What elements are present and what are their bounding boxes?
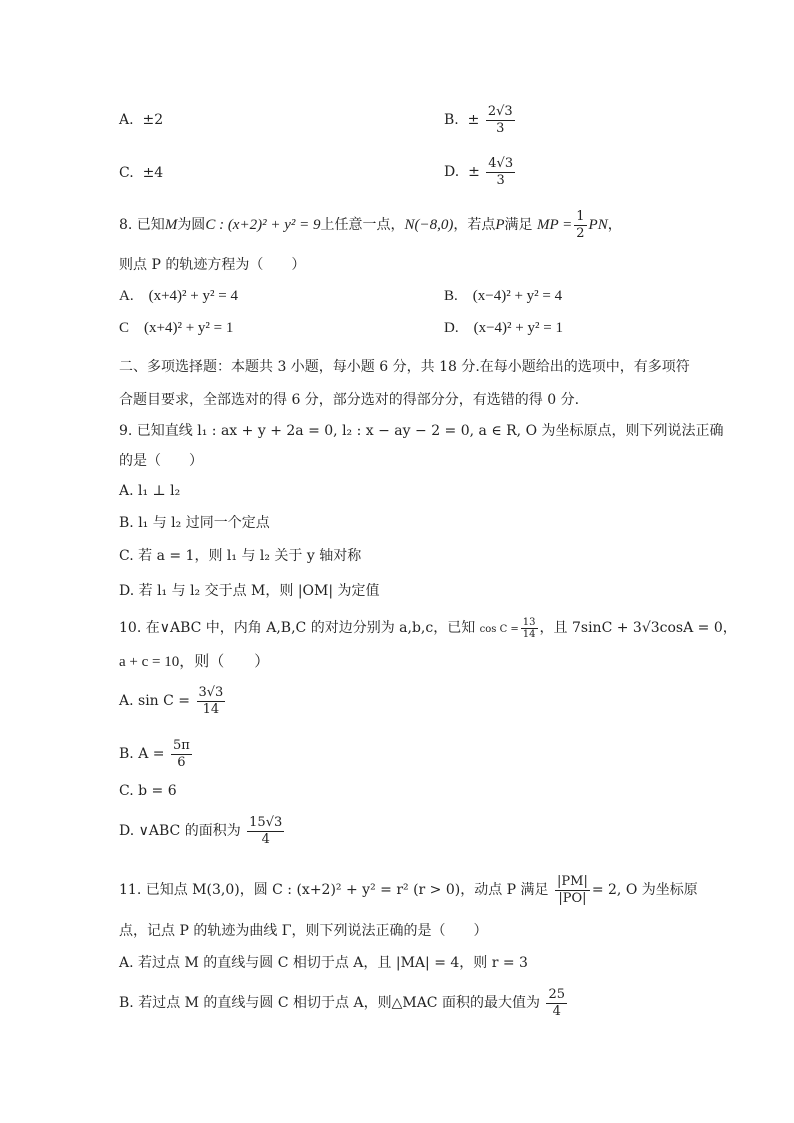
q11-option-b: B. 若过点 M 的直线与圆 C 相切于点 A，则△MAC 面积的最大值为 $\frac{25}{4}$	[119, 986, 565, 1019]
q8-option-a: A. (x+4)² + y² = 4	[119, 288, 238, 304]
q10-a-fraction: $\frac{3√3}{14}$	[198, 684, 224, 717]
q9-option-a: A. l₁ ⊥ l₂	[119, 483, 181, 499]
q10-option-d: D. ∨ABC 的面积为 $\frac{15√3}{4}$	[119, 814, 283, 847]
q7-option-d: D. ± $\frac{4√3}{3}$	[444, 155, 514, 188]
q10-d-fraction: $\frac{15√3}{4}$	[249, 814, 283, 847]
q11-b-fraction: $\frac{25}{4}$	[548, 986, 565, 1019]
section2-header-line1: 二、多项选择题：本题共 3 小题，每小题 6 分，共 18 分.在每小题给出的选项中，有多项符	[119, 359, 690, 375]
q11-stem-line2: 点，记点 P 的轨迹为曲线 Γ，则下列说法正确的是（ ）	[119, 923, 488, 939]
q10-option-a: A. sin C = $\frac{3√3}{14}$	[119, 684, 224, 717]
q8-option-b: B. (x−4)² + y² = 4	[444, 288, 563, 304]
q7-option-c: C. ±4	[119, 165, 164, 181]
q8-option-d: D. (x−4)² + y² = 1	[444, 320, 563, 336]
q11-stem-line1: 11. 已知点 M(3,0)，圆 C : (x+2)² + y² = r² (r > 0)，动点 P 满足 $\frac{|PM|}{|PO|}$ = 2, O 为坐标原	[119, 873, 698, 906]
q8-half-fraction: $\frac{1}{2}$	[576, 208, 585, 241]
q8-stem-line1: 8. 已知M为圆C : (x+2)² + y² = 9上任意一点，N(−8,0)，若点P满足 MP = $\frac{1}{2}$ PN，	[119, 208, 622, 241]
q11-option-a: A. 若过点 M 的直线与圆 C 相切于点 A，且 |MA| = 4，则 r = 3	[119, 955, 528, 971]
q10-b-fraction: $\frac{5\pi}{6}$	[172, 737, 190, 770]
q10-option-b: B. A = $\frac{5\pi}{6}$	[119, 737, 190, 770]
q10-stem-line2: a + c = 10，则（ ）	[119, 654, 270, 670]
q9-stem-line1: 9. 已知直线 l₁ : ax + y + 2a = 0, l₂ : x − ay − 2 = 0, a ∈ R, O 为坐标原点，则下列说法正确	[119, 423, 724, 439]
q9-option-b: B. l₁ 与 l₂ 过同一个定点	[119, 515, 270, 531]
q7-d-fraction: $\frac{4√3}{3}$	[488, 155, 514, 188]
q9-stem-line2: 的是（ ）	[119, 453, 203, 469]
q7-option-b: B. ± $\frac{2√3}{3}$	[444, 103, 513, 136]
q7-option-a: A. ±2	[119, 112, 164, 128]
q10-cos-fraction: $\frac{13}{14}$	[522, 616, 536, 640]
q8-stem-line2: 则点 P 的轨迹方程为（ ）	[119, 257, 306, 273]
section2-header-line2: 合题目要求，全部选对的得 6 分，部分选对的得部分分，有选错的得 0 分.	[119, 392, 580, 408]
q8-option-c: C (x+4)² + y² = 1	[119, 320, 234, 336]
q9-option-d: D. 若 l₁ 与 l₂ 交于点 M，则 |OM| 为定值	[119, 583, 380, 599]
q10-option-c: C. b = 6	[119, 783, 177, 799]
q11-ratio-fraction: $\frac{|PM|}{|PO|}$	[557, 873, 588, 906]
q7-b-fraction: $\frac{2√3}{3}$	[487, 103, 513, 136]
q10-stem-line1: 10. 在∨ABC 中，内角 A,B,C 的对边分别为 a,b,c，已知 cos C = $\frac{13}{14}$ ，且 7sinC + 3√3cosA = 0，	[119, 616, 737, 640]
q9-option-c: C. 若 a = 1，则 l₁ 与 l₂ 关于 y 轴对称	[119, 548, 362, 564]
